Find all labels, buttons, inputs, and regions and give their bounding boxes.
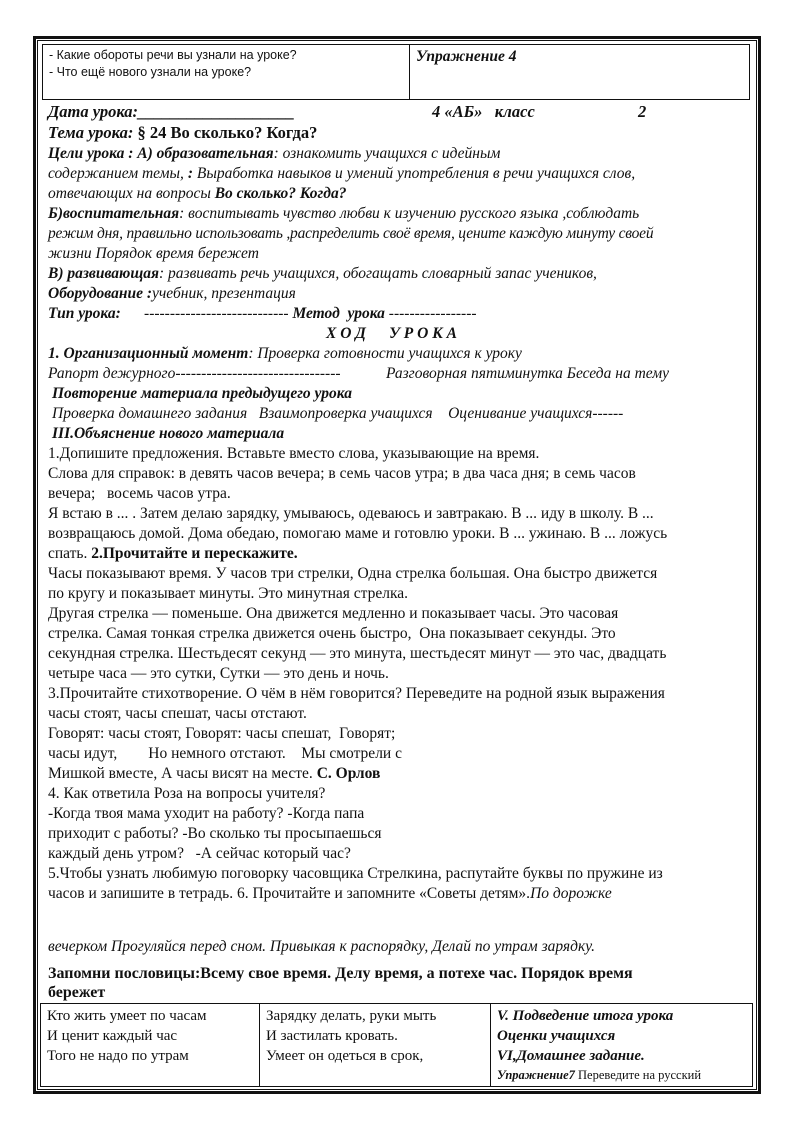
sleep-line <box>48 544 298 564</box>
report-tail: Разговорная пятиминутка Беседа на тему <box>386 365 670 382</box>
text-line: 1.Допишите предложения. Вставьте вместо слова, указывающие на время. <box>48 445 540 462</box>
text-line: вечера; восемь часов утра. <box>48 485 231 502</box>
poem-line: И ценит каждый час <box>47 1028 178 1044</box>
poem-line: Зарядку делать, руки мыть <box>266 1008 437 1024</box>
report-line: Рапорт дежурного-------------------------------- <box>48 365 341 382</box>
text-line: Другая стрелка — поменьше. Она движется медленно и показывает часы. Это часовая <box>48 605 619 622</box>
grade-label: 4 «АБ» класс <box>432 102 535 121</box>
text-line: каждый день утром? -А сейчас который час? <box>48 845 351 862</box>
text-line: Говорят: часы стоят, Говорят: часы спешат, Говорят; <box>48 725 396 742</box>
equipment-value: учебник, презентация <box>152 285 296 302</box>
explain-heading: III.Объяснение нового материала <box>52 425 285 442</box>
goal-a-colon: : <box>183 165 197 182</box>
text-line: часы идут, Но немного отстают. Мы смотрели с <box>48 745 402 762</box>
task6-line <box>48 884 612 904</box>
poem-author: С. Орлов <box>312 765 381 782</box>
goals-c-line <box>48 264 597 284</box>
text-line: Слова для справок: в девять часов вечера; в семь часов утра; в два часа дня; в семь часов <box>48 465 636 482</box>
text-line: приходит с работы? -Во сколько ты просыпаешься <box>48 825 382 842</box>
goal-a-text3: отвечающих на вопросы <box>48 185 215 202</box>
poem-line: Умеет он одеться в срок, <box>266 1048 424 1064</box>
proverbs-line1: Запомни пословицы:Всему свое время. Делу время, а потехе час. Порядок время <box>48 965 633 982</box>
evening-line: вечерком Прогуляйся перед сном. Привыкая к распорядку, Делай по утрам зарядку. <box>48 938 595 955</box>
text-line: -Когда твоя мама уходит на работу? -Когда папа <box>48 805 365 822</box>
date-label: Дата урока:___________________ <box>48 102 295 121</box>
sleep-text: спать. <box>48 545 92 562</box>
text-line: Я встаю в ... . Затем делаю зарядку, умываюсь, одеваюсь и завтракаю. В ... иду в школу. В ... <box>48 505 654 522</box>
poem-line: Кто жить умеет по часам <box>47 1008 207 1024</box>
goal-b-text2: режим дня, правильно использовать ,распределить своё время, цените каждую минуту своей <box>48 225 654 242</box>
text-line: 3.Прочитайте стихотворение. О чём в нём говорится? Переведите на родной язык выражения <box>48 685 665 702</box>
lesson-number: 2 <box>638 102 647 121</box>
equipment-label: Оборудование : <box>48 285 153 302</box>
bottom-table <box>40 1003 753 1087</box>
method-dashes: ----------------- <box>388 305 477 322</box>
homework-line <box>497 1066 746 1084</box>
text-line: возвращаюсь домой. Дома обедаю, помогаю маме и готовлю уроки. В ... ужинаю. В ... ложусь <box>48 525 668 542</box>
goal-c-text: : развивать речь учащихся, обогащать словарный запас учеников, <box>159 265 597 282</box>
text-line: часы стоят, часы спешат, часы отстают. <box>48 705 307 722</box>
question-1: - Какие обороты речи вы узнали на уроке? <box>49 48 297 62</box>
poem-end-line <box>48 764 380 784</box>
method-label: Метод урока <box>288 305 389 322</box>
org-moment-label: 1. Организационный момент <box>48 345 249 362</box>
top-box-questions <box>43 45 410 100</box>
text-line: Часы показывают время. У часов три стрелки, Одна стрелка большая. Она быстро движется <box>48 565 658 582</box>
grades-stage: Оценки учащихся <box>497 1028 616 1044</box>
goal-a-text2c: Выработка навыков и умений употребления в речи учащихся слов, <box>196 165 636 182</box>
bottom-col-1 <box>41 1004 260 1087</box>
top-box-exercise <box>410 45 750 100</box>
org-moment-line <box>48 344 522 364</box>
equipment-line <box>48 284 296 304</box>
goal-b-text3: жизни Порядок время бережет <box>48 245 259 262</box>
poem-line: Того не надо по утрам <box>47 1048 189 1064</box>
text-line: секундная стрелка. Шестьдесят секунд — это минута, шестьдесят минут — это час, двадцать <box>48 645 667 662</box>
topic-line <box>48 123 317 143</box>
text-line: 5.Чтобы узнать любимую поговорку часовщика Стрелкина, распутайте буквы по пружине из <box>48 865 663 882</box>
proverbs-line2: бережет <box>48 984 106 1001</box>
lesson-type-line <box>48 304 477 324</box>
goal-a-label: Цели урока : А) образовательная <box>48 145 274 162</box>
question-2: - Что ещё нового узнали на уроке? <box>49 65 252 79</box>
task6-text: часов и запишите в тетрадь. 6. Прочитайте и запомните «Советы детям». <box>48 885 531 902</box>
task6-italic: По дорожке <box>530 885 612 902</box>
homework-stage: VI,Домашнее задание. <box>497 1048 645 1064</box>
topic-value: § 24 Во сколько? Когда? <box>137 123 318 142</box>
goal-a-text1: : ознакомить учащихся с идейным <box>273 145 501 162</box>
goal-b-label: Б)воспитательная <box>48 205 180 222</box>
goal-a-text2a: содержанием темы, <box>48 165 184 182</box>
top-box <box>42 44 750 100</box>
goal-b-text1: : воспитывать чувство любви к изучению русского языка ,соблюдать <box>179 205 640 222</box>
goals-a-line2 <box>48 164 635 184</box>
org-moment-text: : Проверка готовности учащихся к уроку <box>248 345 522 362</box>
repeat-heading: Повторение материала предыдущего урока <box>52 385 352 402</box>
text-line: по кругу и показывает минуты. Это минутная стрелка. <box>48 585 409 602</box>
goals-a-line1 <box>48 144 500 164</box>
text-line: стрелка. Самая тонкая стрелка движется очень быстро, Она показывает секунды. Это <box>48 625 616 642</box>
repeat-text: Проверка домашнего задания Взаимопроверка учащихся Оценивание учащихся------ <box>52 405 624 422</box>
text-line: четыре часа — это сутки, Сутки — это день и ночь. <box>48 665 389 682</box>
text-line: 4. Как ответила Роза на вопросы учителя? <box>48 785 326 802</box>
homework-exercise: Упражнение7 <box>497 1068 575 1082</box>
goal-a-questions: Во сколько? Когда? <box>214 185 347 202</box>
exercise-4: Упражнение 4 <box>416 48 517 65</box>
goals-a-line3 <box>48 184 346 204</box>
topic-label: Тема урока: <box>48 123 134 142</box>
homework-text: Переведите на русский <box>574 1068 702 1082</box>
lesson-type-dashes: ---------------------------- <box>144 305 289 322</box>
summary-stage: V. Подведение итога урока <box>497 1008 674 1024</box>
poem-end-text: Мишкой вместе, А часы висят на месте. <box>48 765 313 782</box>
poem-line: И застилать кровать. <box>266 1028 398 1044</box>
goals-b-line1 <box>48 204 639 224</box>
bottom-col-3 <box>491 1004 753 1087</box>
goal-c-label: В) развивающая <box>48 265 159 282</box>
task-2: 2.Прочитайте и перескажите. <box>91 545 298 562</box>
bottom-col-2 <box>260 1004 491 1087</box>
lesson-type-label: Тип урока: <box>48 305 121 322</box>
course-heading: Х О Д У Р О К А <box>326 325 457 342</box>
